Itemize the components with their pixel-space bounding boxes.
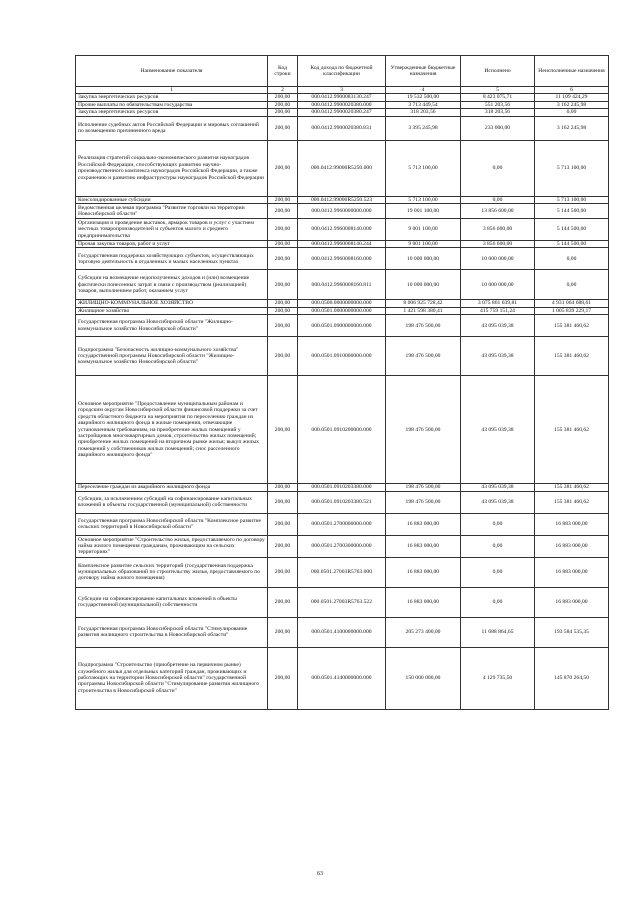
row-unexecuted: 16 883 000,00 (535, 587, 609, 617)
row-code: 200,00 (268, 116, 298, 140)
report-sheet (75, 55, 608, 710)
row-executed: 43 095 039,38 (461, 337, 535, 376)
row-code: 200,00 (268, 140, 298, 196)
row-code: 200,00 (268, 557, 298, 587)
row-kbk-code: 000.0501.27003R5763.522 (298, 587, 386, 617)
table-row (76, 248, 609, 270)
column-number: 1 (76, 87, 268, 94)
table-row (76, 116, 609, 140)
row-unexecuted: 0,00 (535, 248, 609, 270)
row-approved: 19 532 500,00 (386, 94, 461, 101)
row-name: Закупка энергетических ресурсов (76, 109, 268, 116)
row-approved: 198 476 500,00 (386, 376, 461, 484)
table-row (76, 204, 609, 219)
row-executed: 13 856 600,00 (461, 204, 535, 219)
row-kbk-code: 000.0412.9900020380.831 (298, 116, 386, 140)
row-executed: 43 095 039,38 (461, 491, 535, 513)
row-executed: 8 423 075,71 (461, 94, 535, 101)
table-row (76, 491, 609, 513)
row-approved: 16 883 000,00 (386, 513, 461, 535)
row-approved: 5 713 100,00 (386, 196, 461, 203)
row-kbk-code: 000.0412.9960008160.000 (298, 248, 386, 270)
row-kbk-code: 000.0501.0910203380.521 (298, 491, 386, 513)
row-executed: 0,00 (461, 140, 535, 196)
table-row (76, 307, 609, 314)
column-number: 6 (535, 87, 609, 94)
row-approved: 3 395 245,98 (386, 116, 461, 140)
column-numbers-row (76, 87, 609, 94)
row-kbk-code: 000.0501.2700300000.000 (298, 535, 386, 557)
row-unexecuted: 16 883 000,00 (535, 557, 609, 587)
row-kbk-code: 000.0412.9960008160.811 (298, 270, 386, 300)
row-name: Государственная поддержка хозяйствующих субъектов, осуществляющих торговую деятельность в отдаленных и малых населенных пунктах (76, 248, 268, 270)
row-code: 200,00 (268, 617, 298, 647)
table-row (76, 376, 609, 484)
row-code: 200,00 (268, 219, 298, 241)
row-kbk-code: 000.0501.0910000000.000 (298, 337, 386, 376)
row-name: Ведомственная целевая программа "Развитие торговли на территории Новосибирской области" (76, 204, 268, 219)
row-approved: 16 883 000,00 (386, 587, 461, 617)
table-row (76, 140, 609, 196)
row-name: Основное мероприятие "Строительство жилья, предоставляемого по договору найма жилого помещения гражданам, проживающим на сельских территориях" (76, 535, 268, 557)
row-unexecuted: 155 381 460,62 (535, 376, 609, 484)
row-executed: 3 856 600,00 (461, 219, 535, 241)
row-name: Субсидии на софинансирование капитальных вложений в объекты государственной (муниципальной) собственности (76, 587, 268, 617)
row-kbk-code: 000.0500.0000000000.000 (298, 300, 386, 307)
row-kbk-code: 000.0412.9960008140.000 (298, 219, 386, 241)
row-approved: 318 203,56 (386, 109, 461, 116)
row-code: 200,00 (268, 587, 298, 617)
row-kbk-code: 000.0412.9960000000.000 (298, 204, 386, 219)
row-executed: 233 000,00 (461, 116, 535, 140)
column-header: Код строки (268, 56, 298, 87)
row-code: 200,00 (268, 270, 298, 300)
row-kbk-code: 000.0412.9960008140.244 (298, 241, 386, 248)
row-executed: 3 856 600,00 (461, 241, 535, 248)
row-name: Подпрограмма "Строительство (приобретение на первичном рынке) служебного жилья для отдельных категорий граждан, проживающих и работающих на территории Новосибирской области" государственной программы Новосибирской области "Стимулирование развития жилищного строительства в Новосибирской области" (76, 647, 268, 709)
row-unexecuted: 155 381 460,62 (535, 337, 609, 376)
row-code: 200,00 (268, 300, 298, 307)
row-name: Жилищное хозяйство (76, 307, 268, 314)
row-unexecuted: 3 162 245,98 (535, 116, 609, 140)
row-name: Субсидии, за исключением субсидий на софинансирование капитальных вложений в объекты государственной (муниципальной) собственности (76, 491, 268, 513)
row-unexecuted: 5 144 500,00 (535, 241, 609, 248)
row-approved: 10 000 000,00 (386, 270, 461, 300)
row-code: 200,00 (268, 204, 298, 219)
row-name: Основное мероприятие "Предоставление муниципальным районам и городским округам Новосибирской области финансовой поддержки за счет средств областного бюджета на мероприятия по переселению граждан из аварийного жилищного фонда в жилые помещения, отвечающие установленным требованиям, на приобретение жилых помещений у застройщиков многоквартирных домов, строительство жилых помещений; приобретение жилых помещений на вторичном рынке жилья; выкуп жилых помещений у собственников жилых помещений; снос расселенного аварийного жилищного фонда" (76, 376, 268, 484)
table-row (76, 101, 609, 108)
row-unexecuted: 0,00 (535, 270, 609, 300)
row-code: 200,00 (268, 513, 298, 535)
row-unexecuted: 5 144 500,00 (535, 204, 609, 219)
row-approved: 19 001 100,00 (386, 204, 461, 219)
row-kbk-code: 000.0501.0000000000.000 (298, 307, 386, 314)
row-code: 200,00 (268, 337, 298, 376)
row-executed: 4 129 735,50 (461, 647, 535, 709)
row-unexecuted: 4 931 064 688,61 (535, 300, 609, 307)
row-approved: 9 001 100,00 (386, 241, 461, 248)
row-unexecuted: 1 005 839 229,17 (535, 307, 609, 314)
row-code: 200,00 (268, 484, 298, 491)
row-name: Государственная программа Новосибирской области "Комплексное развитие сельских территорий в Новосибирской области" (76, 513, 268, 535)
row-approved: 198 476 500,00 (386, 337, 461, 376)
row-executed: 0,00 (461, 587, 535, 617)
table-header-row (76, 56, 609, 87)
row-name: Субсидии на возмещение недополученных доходов и (или) возмещение фактически понесенных затрат в связи с производством (реализацией) товаров, выполнением работ, оказанием услуг (76, 270, 268, 300)
row-executed: 0,00 (461, 196, 535, 203)
table-row (76, 617, 609, 647)
column-number: 3 (298, 87, 386, 94)
row-kbk-code: 000.0501.2700000000.000 (298, 513, 386, 535)
column-header: Утвержденные бюджетные назначения (386, 56, 461, 87)
row-executed: 0,00 (461, 557, 535, 587)
row-unexecuted: 155 381 460,62 (535, 315, 609, 337)
row-approved: 1 421 598 380,41 (386, 307, 461, 314)
row-approved: 10 000 000,00 (386, 248, 461, 270)
row-approved: 16 883 000,00 (386, 557, 461, 587)
row-kbk-code: 000.0412.99000R5250.523 (298, 196, 386, 203)
row-kbk-code: 000.0501.0900000000.000 (298, 315, 386, 337)
row-approved: 198 476 500,00 (386, 484, 461, 491)
row-name: ЖИЛИЩНО-КОММУНАЛЬНОЕ ХОЗЯЙСТВО (76, 300, 268, 307)
row-unexecuted: 193 584 535,35 (535, 617, 609, 647)
column-number: 4 (386, 87, 461, 94)
row-code: 200,00 (268, 315, 298, 337)
row-unexecuted: 5 144 500,00 (535, 219, 609, 241)
row-kbk-code: 000.0501.4100000000.000 (298, 617, 386, 647)
row-executed: 0,00 (461, 535, 535, 557)
table-row (76, 535, 609, 557)
row-unexecuted: 5 713 100,00 (535, 140, 609, 196)
column-header: Неисполненные назначения (535, 56, 609, 87)
column-header: Код дохода по бюджетной классификации (298, 56, 386, 87)
row-unexecuted: 16 883 000,00 (535, 513, 609, 535)
row-unexecuted: 0,00 (535, 109, 609, 116)
row-name: Реализация стратегий социально-экономического развития наукоградов Российской Федерации, способствующих развитию научно-производственного комплекса наукоградов Российской Федерации, а также сохранению и развитию инфраструктуры наукоградов Российской Федерации (76, 140, 268, 196)
row-approved: 198 476 500,00 (386, 491, 461, 513)
row-unexecuted: 11 109 424,29 (535, 94, 609, 101)
table-row (76, 94, 609, 101)
row-executed: 11 688 864,65 (461, 617, 535, 647)
row-executed: 43 095 039,38 (461, 315, 535, 337)
row-approved: 205 273 400,00 (386, 617, 461, 647)
row-unexecuted: 155 381 460,62 (535, 491, 609, 513)
row-name: Прочая закупка товаров, работ и услуг (76, 241, 268, 248)
table-row (76, 557, 609, 587)
row-name: Консолидированные субсидии (76, 196, 268, 203)
table-row (76, 109, 609, 116)
row-unexecuted: 155 381 460,62 (535, 484, 609, 491)
row-code: 200,00 (268, 241, 298, 248)
row-kbk-code: 000.0501.0910203380.000 (298, 484, 386, 491)
row-executed: 318 203,56 (461, 109, 535, 116)
row-code: 200,00 (268, 109, 298, 116)
column-number: 2 (268, 87, 298, 94)
row-unexecuted: 5 713 100,00 (535, 196, 609, 203)
table-row (76, 241, 609, 248)
table-row (76, 300, 609, 307)
row-name: Организация и проведение выставок, ярмарок товаров и услуг с участием местных товаропроизводителей и субъектов малого и среднего предпринимательства (76, 219, 268, 241)
row-approved: 9 001 100,00 (386, 219, 461, 241)
column-header: Исполнено (461, 56, 535, 87)
row-kbk-code: 000.0412.99000R5250.000 (298, 140, 386, 196)
row-name: Государственная программа Новосибирской области "Стимулирование развития жилищного строительства в Новосибирской области" (76, 617, 268, 647)
row-executed: 10 000 000,00 (461, 270, 535, 300)
row-executed: 3 075 861 039,81 (461, 300, 535, 307)
row-executed: 43 095 039,38 (461, 484, 535, 491)
table-row (76, 647, 609, 709)
row-kbk-code: 000.0501.4140000000.000 (298, 647, 386, 709)
row-approved: 8 006 925 728,42 (386, 300, 461, 307)
row-executed: 43 095 039,38 (461, 376, 535, 484)
row-kbk-code: 000.0501.0910200000.000 (298, 376, 386, 484)
row-kbk-code: 000.0412.9900083130.247 (298, 94, 386, 101)
table-row (76, 513, 609, 535)
row-code: 200,00 (268, 196, 298, 203)
table-row (76, 270, 609, 300)
row-executed: 415 759 151,24 (461, 307, 535, 314)
table-row (76, 196, 609, 203)
row-kbk-code: 000.0412.9900020380.000 (298, 101, 386, 108)
row-code: 200,00 (268, 647, 298, 709)
row-approved: 150 000 000,00 (386, 647, 461, 709)
row-code: 200,00 (268, 94, 298, 101)
row-code: 200,00 (268, 535, 298, 557)
row-name: Подпрограмма "Безопасность жилищно-коммунального хозяйства" государственной программы Новосибирской области "Жилищно-коммунальное хозяйство Новосибирской области" (76, 337, 268, 376)
row-name: Закупка энергетических ресурсов (76, 94, 268, 101)
row-code: 200,00 (268, 376, 298, 484)
table-row (76, 587, 609, 617)
row-code: 200,00 (268, 307, 298, 314)
row-name: Исполнение судебных актов Российской Федерации и мировых соглашений по возмещению причиненного вреда (76, 116, 268, 140)
page-number: 63 (317, 871, 323, 877)
row-kbk-code: 000.0501.27003R5763.000 (298, 557, 386, 587)
row-kbk-code: 000.0412.9900020380.247 (298, 109, 386, 116)
table-row (76, 315, 609, 337)
row-code: 200,00 (268, 101, 298, 108)
row-approved: 3 713 449,54 (386, 101, 461, 108)
table-row (76, 484, 609, 491)
row-name: Прочие выплаты по обязательствам государства (76, 101, 268, 108)
row-code: 200,00 (268, 491, 298, 513)
column-number: 5 (461, 87, 535, 94)
row-name: Переселение граждан из аварийного жилищного фонда (76, 484, 268, 491)
table-row (76, 337, 609, 376)
row-executed: 0,00 (461, 513, 535, 535)
row-unexecuted: 16 883 000,00 (535, 535, 609, 557)
row-unexecuted: 145 870 264,50 (535, 647, 609, 709)
row-code: 200,00 (268, 248, 298, 270)
row-unexecuted: 3 162 245,98 (535, 101, 609, 108)
row-approved: 5 713 100,00 (386, 140, 461, 196)
row-name: Государственная программа Новосибирской области "Жилищно-коммунальное хозяйство Новосибирской области" (76, 315, 268, 337)
row-name: Комплексное развитие сельских территорий (государственная поддержка муниципальных образований по строительству жилья, предоставляемого по договору найма жилого помещения) (76, 557, 268, 587)
table-row (76, 219, 609, 241)
column-header: Наименование показателя (76, 56, 268, 87)
row-approved: 198 476 500,00 (386, 315, 461, 337)
row-executed: 551 203,56 (461, 101, 535, 108)
row-executed: 10 000 000,00 (461, 248, 535, 270)
budget-execution-table (75, 55, 609, 710)
row-approved: 16 883 000,00 (386, 535, 461, 557)
table-body (76, 94, 609, 709)
